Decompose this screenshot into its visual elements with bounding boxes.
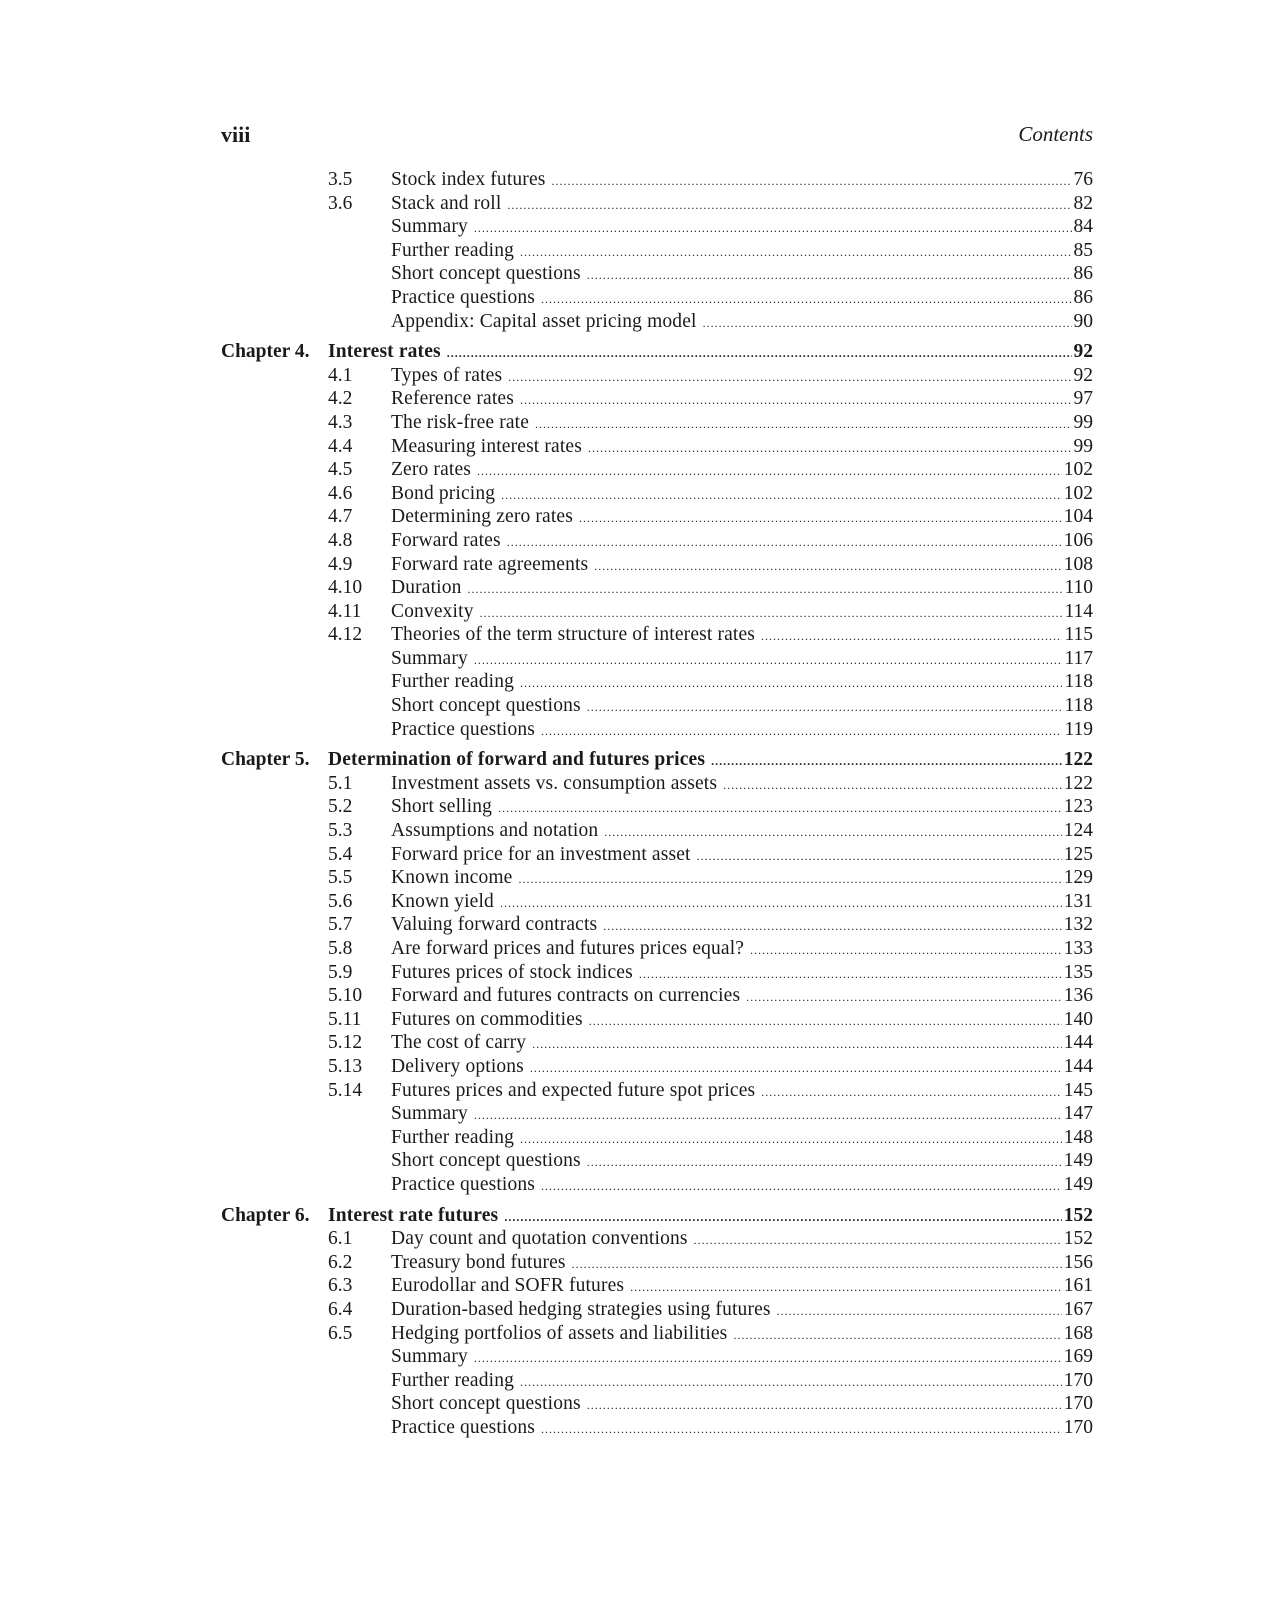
section-number: 4.2 (328, 388, 353, 410)
section-number: 5.2 (328, 796, 353, 818)
dot-leader (604, 821, 1061, 845)
section-title: Investment assets vs. consumption assets (391, 772, 718, 794)
section-number: 6.5 (328, 1322, 353, 1344)
toc-entry[interactable] (221, 913, 1093, 937)
section-number: 5.3 (328, 820, 353, 842)
dot-leader (588, 437, 1072, 461)
section-page: 149 (1063, 1150, 1093, 1172)
dot-leader (480, 602, 1063, 626)
section-title: Futures prices and expected future spot prices (391, 1079, 756, 1101)
section-page: 118 (1064, 671, 1093, 693)
toc-entry[interactable] (221, 553, 1093, 577)
toc-entry[interactable] (221, 482, 1093, 506)
section-title: Known income (391, 867, 513, 889)
page-number: viii (221, 122, 251, 147)
toc-entry[interactable] (221, 1322, 1093, 1346)
toc-entry[interactable] (221, 215, 1093, 239)
toc-entry[interactable] (221, 647, 1093, 671)
toc-entry[interactable] (221, 984, 1093, 1008)
section-title: Appendix: Capital asset pricing model (391, 310, 697, 332)
dot-leader (508, 366, 1071, 390)
section-title: Delivery options (391, 1055, 524, 1077)
dot-leader (639, 963, 1062, 987)
chapter-page: 122 (1063, 749, 1093, 771)
section-title: Measuring interest rates (391, 435, 582, 457)
section-title: The risk-free rate (391, 411, 530, 433)
chapter-page: 152 (1063, 1204, 1093, 1226)
dot-leader (520, 1371, 1062, 1395)
section-page: 170 (1063, 1393, 1093, 1415)
toc-entry[interactable] (221, 262, 1093, 286)
section-number: 5.5 (328, 867, 353, 889)
dot-leader (541, 1418, 1062, 1442)
section-page: 144 (1063, 1032, 1093, 1054)
section-title: Practice questions (391, 1416, 536, 1438)
toc-entry[interactable] (221, 772, 1093, 796)
dot-leader (507, 194, 1071, 218)
section-page: 145 (1063, 1079, 1093, 1101)
dot-leader (501, 484, 1062, 508)
chapter-4 (221, 340, 1093, 741)
toc-entry[interactable] (221, 694, 1093, 718)
dot-leader (703, 312, 1072, 336)
section-title: Theories of the term structure of interest rates (391, 624, 756, 646)
section-number: 4.9 (328, 553, 353, 575)
toc-entry[interactable] (221, 961, 1093, 985)
section-number: 4.8 (328, 529, 353, 551)
dot-leader (777, 1300, 1062, 1324)
toc-entry[interactable] (221, 411, 1093, 435)
chapter-3-continued (221, 168, 1093, 333)
toc-entry[interactable] (221, 1392, 1093, 1416)
section-page: 99 (1073, 435, 1093, 457)
chapter-heading[interactable] (221, 1204, 1093, 1228)
section-page: 84 (1073, 216, 1093, 238)
section-title: Short concept questions (391, 1393, 581, 1415)
section-title: Zero rates (391, 459, 471, 481)
section-number: 6.2 (328, 1251, 353, 1273)
section-page: 117 (1064, 647, 1093, 669)
dot-leader (723, 774, 1062, 798)
section-page: 118 (1064, 695, 1093, 717)
dot-leader (697, 845, 1062, 869)
section-title: Types of rates (391, 364, 503, 386)
section-page: 135 (1063, 961, 1093, 983)
dot-leader (477, 460, 1062, 484)
dot-leader (589, 1010, 1062, 1034)
section-number: 4.11 (328, 600, 362, 622)
chapter-label: Chapter 4. (221, 341, 310, 363)
section-page: 170 (1063, 1416, 1093, 1438)
section-number: 4.6 (328, 482, 353, 504)
section-page: 123 (1063, 796, 1093, 818)
toc-entry[interactable] (221, 1227, 1093, 1251)
dot-leader (474, 217, 1072, 241)
chapter-heading[interactable] (221, 340, 1093, 364)
dot-leader (694, 1229, 1062, 1253)
section-page: 119 (1064, 718, 1093, 740)
dot-leader (541, 1175, 1062, 1199)
dot-leader (711, 750, 1062, 774)
section-number: 4.3 (328, 411, 353, 433)
section-number: 6.4 (328, 1298, 353, 1320)
toc-entry[interactable] (221, 937, 1093, 961)
dot-leader (500, 892, 1062, 916)
section-title: Day count and quotation conventions (391, 1228, 688, 1250)
section-title: Further reading (391, 671, 515, 693)
dot-leader (630, 1276, 1062, 1300)
section-title: Summary (391, 1346, 468, 1368)
section-number: 5.8 (328, 938, 353, 959)
dot-leader (552, 170, 1072, 194)
toc-entry[interactable] (221, 670, 1093, 694)
section-page: 90 (1073, 310, 1093, 332)
section-page: 169 (1063, 1346, 1093, 1368)
section-title: Further reading (391, 1369, 515, 1391)
toc-entry[interactable] (221, 890, 1093, 914)
toc-entry[interactable] (221, 1079, 1093, 1103)
dot-leader (530, 1057, 1062, 1081)
section-title: Short concept questions (391, 263, 581, 285)
section-title: Short concept questions (391, 1150, 581, 1172)
toc-entry[interactable] (221, 192, 1093, 216)
dot-leader (587, 696, 1063, 720)
section-page: 140 (1063, 1008, 1093, 1030)
section-page: 114 (1064, 600, 1093, 622)
section-title: Further reading (391, 1126, 515, 1148)
toc-entry[interactable] (221, 364, 1093, 388)
toc-entry[interactable] (221, 529, 1093, 553)
toc-entry[interactable] (221, 1416, 1093, 1440)
section-title: Duration (391, 577, 462, 599)
section-page: 97 (1073, 388, 1093, 410)
section-title: Forward price for an investment asset (391, 843, 691, 865)
section-number: 5.14 (328, 1079, 363, 1101)
section-title: Short concept questions (391, 695, 581, 717)
toc-entry[interactable] (221, 1126, 1093, 1150)
page-header (221, 122, 1093, 152)
dot-leader (520, 389, 1072, 413)
section-number: 5.10 (328, 985, 363, 1007)
section-page: 133 (1063, 938, 1093, 959)
section-page: 102 (1063, 482, 1093, 504)
section-title: Forward and futures contracts on currencies (391, 985, 741, 1007)
section-number: 4.1 (328, 364, 353, 386)
section-title: Summary (391, 1103, 468, 1125)
section-number: 4.12 (328, 624, 363, 646)
section-title: Summary (391, 216, 468, 238)
table-of-contents (221, 168, 1093, 1439)
section-page: 125 (1063, 843, 1093, 865)
section-title: Summary (391, 647, 468, 669)
dot-leader (474, 1104, 1062, 1128)
section-title: Forward rates (391, 529, 501, 551)
section-number: 5.4 (328, 843, 353, 865)
section-page: 149 (1063, 1173, 1093, 1195)
section-title: The cost of carry (391, 1032, 527, 1054)
section-page: 144 (1063, 1055, 1093, 1077)
chapter-title: Interest rate futures (328, 1204, 499, 1226)
dot-leader (587, 1151, 1062, 1175)
dot-leader (579, 507, 1062, 531)
section-title: Convexity (391, 600, 474, 622)
section-page: 82 (1073, 192, 1093, 214)
section-page: 156 (1063, 1251, 1093, 1273)
section-page: 148 (1063, 1126, 1093, 1148)
toc-entry[interactable] (221, 1251, 1093, 1275)
toc-entry[interactable] (221, 1274, 1093, 1298)
section-title: Further reading (391, 239, 515, 261)
section-title: Determining zero rates (391, 506, 573, 528)
section-title: Futures prices of stock indices (391, 961, 633, 983)
chapter-page: 92 (1073, 341, 1093, 363)
dot-leader (474, 649, 1063, 673)
section-page: 147 (1063, 1103, 1093, 1125)
section-page: 132 (1063, 914, 1093, 936)
section-number: 4.4 (328, 435, 353, 457)
section-number: 4.5 (328, 459, 353, 481)
section-title: Bond pricing (391, 482, 496, 504)
section-page: 86 (1073, 263, 1093, 285)
toc-entry[interactable] (221, 1369, 1093, 1393)
dot-leader (507, 531, 1062, 555)
dot-leader (541, 720, 1062, 744)
section-page: 85 (1073, 239, 1093, 261)
dot-leader (587, 264, 1072, 288)
chapter-title: Determination of forward and futures prices (328, 749, 706, 771)
chapter-label: Chapter 5. (221, 749, 310, 771)
section-page: 76 (1073, 169, 1093, 190)
section-title: Assumptions and notation (391, 820, 599, 842)
section-title: Eurodollar and SOFR futures (391, 1275, 625, 1297)
toc-entry[interactable] (221, 435, 1093, 459)
dot-leader (761, 625, 1062, 649)
section-page: 122 (1063, 772, 1093, 794)
toc-entry[interactable] (221, 1298, 1093, 1322)
section-page: 129 (1063, 867, 1093, 889)
dot-leader (468, 578, 1063, 602)
toc-entry[interactable] (221, 387, 1093, 411)
toc-entry[interactable] (221, 1055, 1093, 1079)
running-head: Contents (1018, 122, 1093, 146)
section-title: Are forward prices and futures prices equal? (391, 938, 745, 959)
toc-entry[interactable] (221, 239, 1093, 263)
dot-leader (535, 413, 1071, 437)
section-number: 5.11 (328, 1008, 362, 1030)
toc-entry[interactable] (221, 1008, 1093, 1032)
section-title: Stock index futures (391, 169, 546, 190)
section-page: 115 (1064, 624, 1093, 646)
section-page: 106 (1063, 529, 1093, 551)
dot-leader (750, 939, 1062, 963)
chapter-title: Interest rates (328, 341, 441, 363)
toc-entry[interactable] (221, 1031, 1093, 1055)
toc-entry[interactable] (221, 819, 1093, 843)
section-title: Short selling (391, 796, 493, 818)
dot-leader (520, 1128, 1062, 1152)
section-page: 161 (1063, 1275, 1093, 1297)
section-number: 4.10 (328, 577, 363, 599)
dot-leader (520, 672, 1062, 696)
toc-entry[interactable] (221, 576, 1093, 600)
dot-leader (761, 1081, 1061, 1105)
chapter-5 (221, 748, 1093, 1196)
section-number: 5.6 (328, 890, 353, 912)
dot-leader (541, 288, 1071, 312)
dot-leader (519, 868, 1062, 892)
section-page: 102 (1063, 459, 1093, 481)
section-title: Known yield (391, 890, 494, 912)
section-page: 168 (1063, 1322, 1093, 1344)
section-title: Treasury bond futures (391, 1251, 566, 1273)
toc-entry[interactable] (221, 1102, 1093, 1126)
dot-leader (474, 1347, 1062, 1371)
section-page: 92 (1073, 364, 1093, 386)
section-page: 167 (1063, 1298, 1093, 1320)
section-page: 99 (1073, 411, 1093, 433)
section-title: Practice questions (391, 1173, 536, 1195)
dot-leader (504, 1206, 1061, 1230)
section-number: 5.9 (328, 961, 353, 983)
toc-entry[interactable] (221, 505, 1093, 529)
dot-leader (733, 1324, 1061, 1348)
dot-leader (603, 915, 1061, 939)
section-number: 5.7 (328, 914, 353, 936)
section-page: 131 (1063, 890, 1093, 912)
toc-entry[interactable] (221, 1173, 1093, 1197)
toc-entry[interactable] (221, 718, 1093, 742)
chapter-6 (221, 1204, 1093, 1440)
dot-leader (572, 1253, 1062, 1277)
dot-leader (532, 1033, 1062, 1057)
dot-leader (498, 797, 1062, 821)
dot-leader (587, 1394, 1062, 1418)
toc-entry[interactable] (221, 310, 1093, 334)
section-page: 86 (1073, 286, 1093, 308)
section-title: Practice questions (391, 286, 536, 308)
section-page: 152 (1063, 1228, 1093, 1250)
section-number: 5.13 (328, 1055, 363, 1077)
chapter-label: Chapter 6. (221, 1204, 310, 1226)
toc-entry[interactable] (221, 168, 1093, 192)
dot-leader (746, 986, 1062, 1010)
section-title: Practice questions (391, 718, 536, 740)
section-page: 110 (1064, 577, 1093, 599)
toc-entry[interactable] (221, 458, 1093, 482)
section-title: Duration-based hedging strategies using futures (391, 1298, 771, 1320)
toc-entry[interactable] (221, 600, 1093, 624)
section-number: 3.5 (328, 169, 353, 190)
section-page: 124 (1063, 820, 1093, 842)
section-title: Forward rate agreements (391, 553, 589, 575)
section-number: 4.7 (328, 506, 353, 528)
section-title: Futures on commodities (391, 1008, 583, 1030)
dot-leader (447, 342, 1072, 366)
section-title: Stack and roll (391, 192, 502, 214)
toc-entry[interactable] (221, 866, 1093, 890)
section-number: 5.12 (328, 1032, 363, 1054)
section-number: 6.3 (328, 1275, 353, 1297)
section-number: 3.6 (328, 192, 353, 214)
section-number: 6.1 (328, 1228, 353, 1250)
toc-entry[interactable] (221, 286, 1093, 310)
section-page: 170 (1063, 1369, 1093, 1391)
section-page: 108 (1063, 553, 1093, 575)
section-page: 136 (1063, 985, 1093, 1007)
toc-entry[interactable] (221, 843, 1093, 867)
toc-entry[interactable] (221, 795, 1093, 819)
toc-entry[interactable] (221, 1149, 1093, 1173)
dot-leader (520, 241, 1071, 265)
section-number: 5.1 (328, 772, 353, 794)
chapter-heading[interactable] (221, 748, 1093, 772)
dot-leader (594, 555, 1061, 579)
toc-entry[interactable] (221, 1345, 1093, 1369)
section-title: Hedging portfolios of assets and liabilities (391, 1322, 728, 1344)
toc-entry[interactable] (221, 623, 1093, 647)
section-page: 104 (1063, 506, 1093, 528)
section-title: Reference rates (391, 388, 514, 410)
section-title: Valuing forward contracts (391, 914, 598, 936)
